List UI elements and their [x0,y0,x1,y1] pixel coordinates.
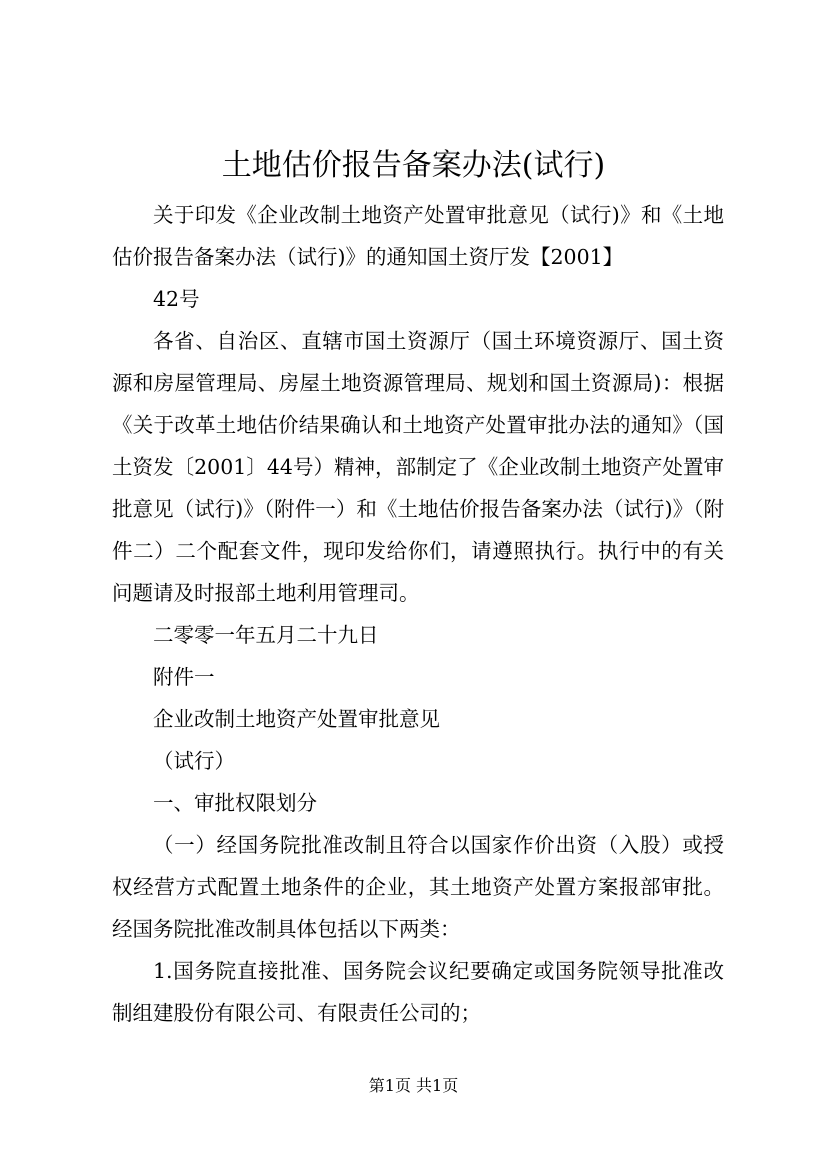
date-paragraph: 二零零一年五月二十九日 [153,623,379,647]
page-number-footer: 第1页 共1页 [368,1076,459,1095]
notice-heading-paragraph: 关于印发《企业改制土地资产处置审批意见（试行)》和《土地估价报告备案办法（试行)》的通知国土资厅发【2001】 [112,203,724,269]
document-body [112,194,724,1034]
clause-paragraph: （一）经国务院批准改制且符合以国家作价出资（入股）或授权经营方式配置土地条件的企业，其土地资产处置方案报部审批。经国务院批准改制具体包括以下两类： [112,833,724,941]
document-title: 土地估价报告备案办法(试行) [221,148,606,183]
attachment-subtitle: （试行） [153,749,235,773]
section-heading: 一、审批权限划分 [153,791,317,815]
list-item-paragraph: 1.国务院直接批准、国务院会议纪要确定或国务院领导批准改制组建股份有限公司、有限责任公司的； [112,959,724,1025]
document-number-paragraph: 42号 [153,287,200,311]
attachment-title: 企业改制土地资产处置审批意见 [153,707,440,731]
attachment-label: 附件一 [153,665,215,689]
notice-body-paragraph: 各省、自治区、直辖市国土资源厅（国土环境资源厅、国土资源和房屋管理局、房屋土地资源管理局、规划和国土资源局)：根据《关于改革土地估价结果确认和土地资产处置审批办法的通知》（国土资发〔2001〕44号）精神，部制定了《企业改制土地资产处置审批意见（试行)》（附件一）和《土地估价报告备案办法（试行)》（附件二）二个配套文件，现印发给你们，请遵照执行。执行中的有关问题请及时报部土地利用管理司。 [112,329,724,605]
